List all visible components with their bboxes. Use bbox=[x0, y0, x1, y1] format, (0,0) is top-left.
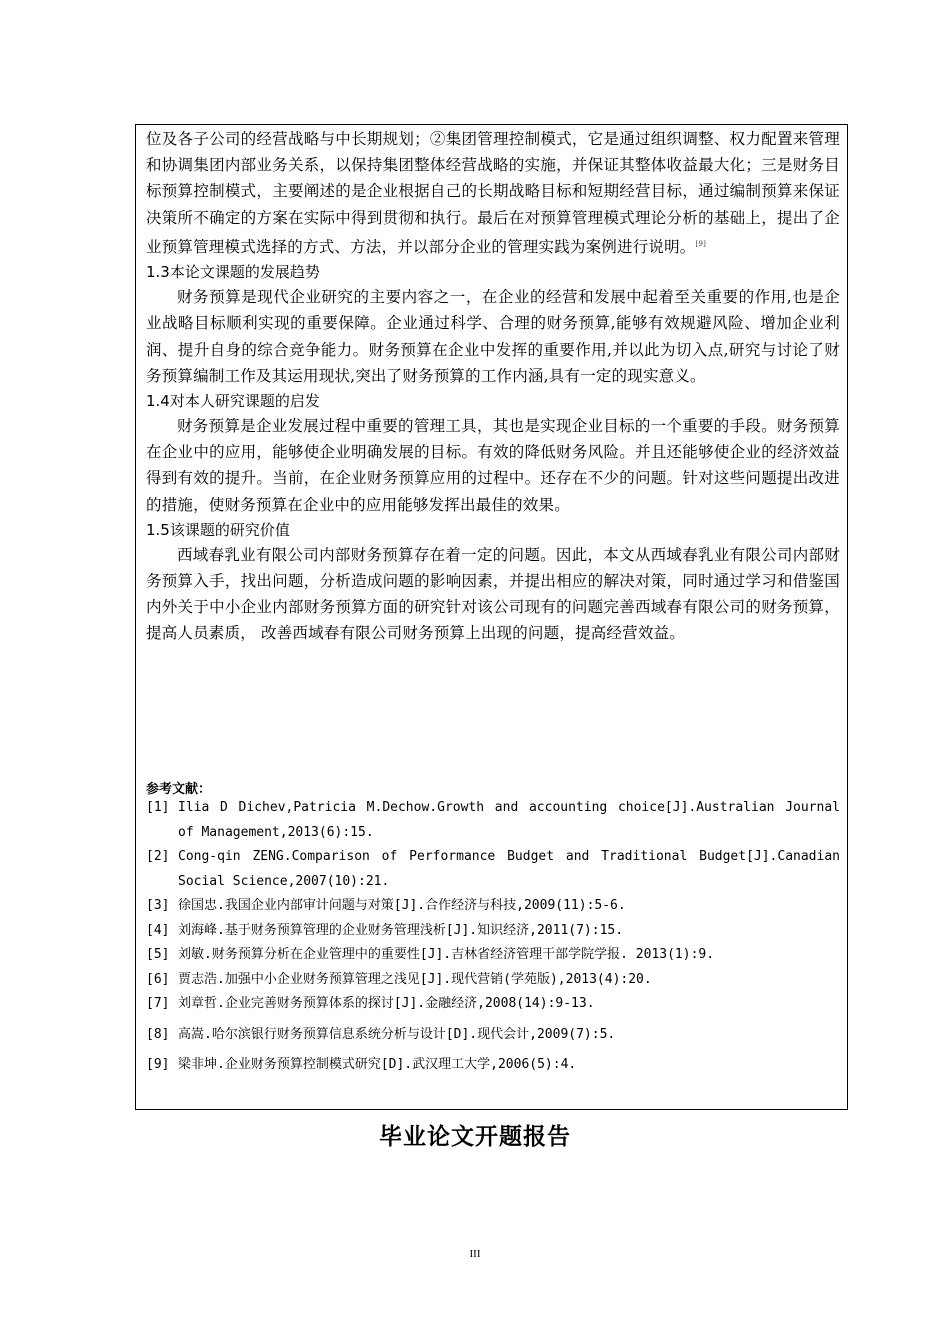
reference-text: 高嵩.哈尔滨银行财务预算信息系统分析与设计[D].现代会计,2009(7):5. bbox=[178, 1026, 616, 1042]
references-list bbox=[146, 796, 840, 1078]
reference-text: 贾志浩.加强中小企业财务预算管理之浅见[J].现代营销(学苑版),2013(4):20. bbox=[178, 971, 652, 987]
reference-item bbox=[146, 1053, 840, 1078]
report-body bbox=[146, 126, 840, 647]
reference-number: [8] bbox=[146, 1026, 170, 1042]
reference-number: [6] bbox=[146, 971, 170, 987]
intro-paragraph: 位及各子公司的经营战略与中长期规划；②集团管理控制模式，它是通过组织调整、权力配置来管理和协调集团内部业务关系，以保持集团整体经营战略的实施，并保证其整体收益最大化；三是财务目标预算控制模式，主要阐述的是企业根据自己的长期战略目标和短期经营目标，通过编制预算来保证决策所不确定的方案在实际中得到贯彻和执行。最后在对预算管理模式理论分析的基础上，提出了企业预算管理模式选择的方式、方法，并以部分企业的管理实践为案例进行说明。[9] bbox=[146, 130, 840, 256]
reference-number: [7] bbox=[146, 996, 170, 1011]
section-paragraph-1-3: 财务预算是现代企业研究的主要内容之一，在企业的经营和发展中起着至关重要的作用,也是企业战略目标顺利实现的重要保障。企业通过科学、合理的财务预算,能够有效规避风险、增加企业利润、提升自身的综合竞争能力。财务预算在企业中发挥的重要作用,并以此为切入点,研究与讨论了财务预算编制工作及其运用现状,突出了财务预算的工作内涵,具有一定的现实意义。 bbox=[146, 288, 840, 385]
reference-number: [4] bbox=[146, 922, 170, 938]
page-number: III bbox=[469, 1248, 481, 1260]
reference-number: [5] bbox=[146, 947, 170, 962]
section-paragraph-1-5: 西域春乳业有限公司内部财务预算存在着一定的问题。因此，本文从西域春乳业有限公司内部财务预算入手，找出问题，分析造成问题的影响因素，并提出相应的解决对策，同时通过学习和借鉴国内外关于中小企业内部财务预算方面的研究针对该公司现有的问题完善西域春有限公司的财务预算，提高人员素质， 改善西域春有限公司财务预算上出现的问题，提高经营效益。 bbox=[146, 545, 840, 643]
reference-item bbox=[146, 1023, 840, 1048]
reference-item bbox=[146, 796, 840, 845]
reference-text: 刘章哲.企业完善财务预算体系的探讨[J].金融经济,2008(14):9-13. bbox=[178, 996, 595, 1011]
reference-item bbox=[146, 919, 840, 944]
document-title: 毕业论文开题报告 bbox=[379, 1123, 571, 1150]
section-heading-1-5: 1.5该课题的研究价值 bbox=[146, 520, 290, 539]
reference-number: [9] bbox=[146, 1057, 170, 1072]
reference-item bbox=[146, 992, 840, 1017]
citation-marker: [9] bbox=[695, 239, 707, 248]
section-heading-1-3: 1.3本论文课题的发展趋势 bbox=[146, 263, 320, 282]
reference-item bbox=[146, 968, 840, 993]
reference-number: [3] bbox=[146, 898, 170, 913]
section-heading-1-4: 1.4对本人研究课题的启发 bbox=[146, 391, 320, 410]
reference-text: Ilia D Dichev,Patricia M.Dechow.Growth and accounting choice[J].Australian Journal of Management,2013(6):15. bbox=[178, 800, 840, 840]
reference-item bbox=[146, 943, 840, 968]
reference-text: 徐国忠.我国企业内部审计问题与对策[J].合作经济与科技,2009(11):5-6. bbox=[178, 898, 626, 913]
reference-text: Cong-qin ZENG.Comparison of Performance Budget and Traditional Budget[J].Canadian Social Science,2007(10):21. bbox=[178, 849, 840, 889]
reference-text: 梁非坤.企业财务预算控制模式研究[D].武汉理工大学,2006(5):4. bbox=[178, 1057, 577, 1072]
reference-number: [1] bbox=[146, 800, 170, 815]
reference-text: 刘敏.财务预算分析在企业管理中的重要性[J].吉林省经济管理干部学院学报. 2013(1):9. bbox=[178, 947, 715, 962]
reference-text: 刘海峰.基于财务预算管理的企业财务管理浅析[J].知识经济,2011(7):15. bbox=[178, 922, 624, 938]
reference-number: [2] bbox=[146, 849, 170, 864]
reference-item bbox=[146, 894, 840, 919]
section-paragraph-1-4: 财务预算是企业发展过程中重要的管理工具，其也是实现企业目标的一个重要的手段。财务预算在企业中的应用，能够使企业明确发展的目标。有效的降低财务风险。并且还能够使企业的经济效益得到有效的提升。当前，在企业财务预算应用的过程中。还存在不少的问题。针对这些问题提出改进的措施，使财务预算在企业中的应用能够发挥出最佳的效果。 bbox=[146, 416, 840, 514]
references-title: 参考文献： bbox=[146, 782, 212, 797]
reference-item bbox=[146, 845, 840, 894]
